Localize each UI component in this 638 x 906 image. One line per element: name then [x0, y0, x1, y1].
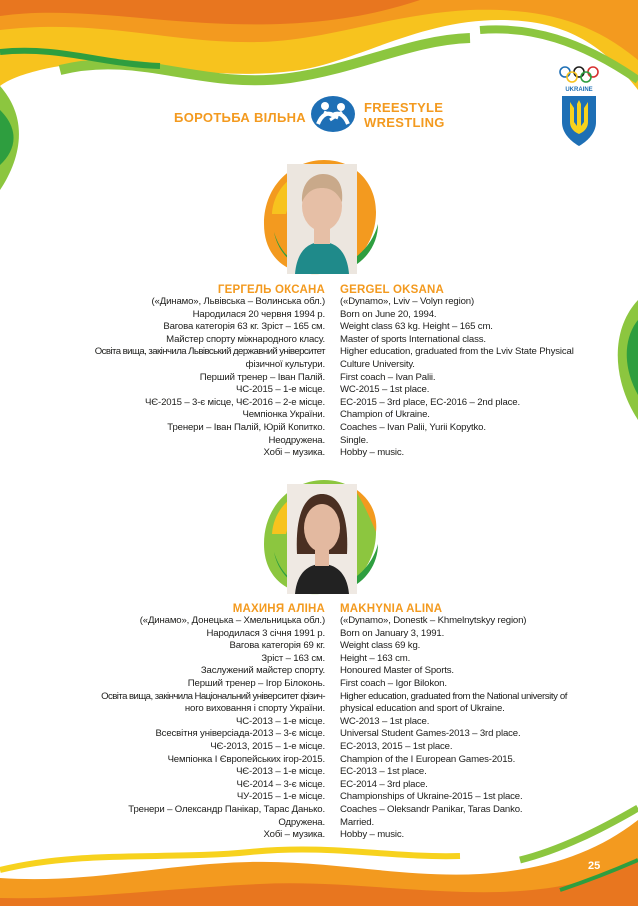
bio-line: ЧЄ-2015 – 3-є місце, ЧЄ-2016 – 2-е місце. — [145, 396, 325, 408]
sport-title-en — [364, 100, 445, 130]
athlete-photo — [287, 164, 357, 274]
athlete-photo — [287, 484, 357, 594]
bio-line: Hobby – music. — [340, 447, 405, 459]
bio-line: Universal Student Games-2013 – 3rd place. — [340, 728, 521, 740]
bio-line: Championships of Ukraine-2015 – 1st place. — [340, 791, 523, 803]
bio-line: Married. — [340, 816, 374, 828]
bio-line: Weight class 69 kg. — [340, 640, 421, 652]
sport-title-ua: БОРОТЬБА ВІЛЬНА — [174, 110, 306, 125]
bio-line: Higher education, graduated from the National university of — [340, 690, 568, 702]
bio-line: Одружена. — [278, 816, 325, 828]
bio-line: Coaches – Ivan Palii, Yurii Kopytko. — [340, 421, 486, 433]
bio-line: WC-2013 – 1st place. — [340, 715, 430, 727]
bio-line: ЧЄ-2013, 2015 – 1-е місце. — [210, 740, 325, 752]
bio-line: ЧС-2013 – 1-е місце. — [236, 715, 325, 727]
bio-line: Народилася 20 червня 1994 р. — [192, 308, 325, 320]
bio-line: Coaches – Oleksandr Panikar, Taras Danko. — [340, 803, 523, 815]
bio-line: Хобі – музика. — [263, 447, 325, 459]
bio-line: WC-2015 – 1st place. — [340, 384, 430, 396]
bio-line: EC-2013 – 1st place. — [340, 766, 427, 778]
bio-line: («Dynamo», Donestk – Khmelnytskyy region) — [340, 615, 527, 626]
bio-line: ного виховання і спорту України. — [184, 703, 325, 715]
bio-line: фізичної культури. — [245, 358, 325, 370]
bio-line: First coach – Ivan Palii. — [340, 371, 436, 383]
athlete-bio-ua — [65, 615, 325, 842]
athlete-name-en: GERGEL OKSANA — [340, 284, 444, 296]
bio-line: Неодружена. — [268, 434, 325, 446]
bio-line: EC-2013, 2015 – 1st place. — [340, 740, 453, 752]
athlete-photo-frame — [254, 474, 384, 604]
bio-line: Height – 163 cm. — [340, 652, 411, 664]
bio-line: Перший тренер – Ігор Білоконь. — [187, 677, 325, 689]
bio-line: Culture University. — [340, 358, 415, 370]
sport-title-en-line2: WRESTLING — [364, 115, 445, 130]
bio-line: Заслужений майстер спорту. — [200, 665, 325, 677]
athlete-photo-frame — [254, 154, 384, 284]
bio-line: Born on January 3, 1991. — [340, 627, 445, 639]
bio-line: Майстер спорту міжнародного класу. — [166, 333, 325, 345]
bio-line: Вагова категорія 69 кг. — [229, 640, 325, 652]
bio-line: Single. — [340, 434, 369, 446]
bio-line: physical education and sport of Ukraine. — [340, 703, 505, 715]
bio-line: Освіта вища, закінчила Національний університет фізич- — [101, 690, 325, 702]
bio-line: ЧУ-2015 – 1-е місце. — [236, 791, 325, 803]
athlete-name-en: MAKHYNIA ALINA — [340, 603, 443, 615]
bio-line: («Динамо», Львівська – Волинська обл.) — [151, 296, 325, 307]
bio-line: Перший тренер – Іван Палій. — [199, 371, 325, 383]
bio-line: First coach – Igor Bilokon. — [340, 677, 447, 689]
wrestling-pictogram-icon — [310, 94, 356, 134]
athlete-bio-en — [340, 615, 602, 842]
bio-line: Higher education, graduated from the Lviv State Physical — [340, 346, 574, 358]
bio-line: Хобі – музика. — [263, 829, 325, 841]
bio-line: Освіта вища, закінчила Львівський державний університет — [94, 346, 325, 358]
bio-line: Born on June 20, 1994. — [340, 308, 437, 320]
athlete-name-ua: МАХИНЯ АЛІНА — [232, 603, 325, 615]
bio-line: Всесвітня універсіада-2013 – 3-є місце. — [155, 728, 325, 740]
bio-line: Weight class 63 kg. Height – 165 cm. — [340, 321, 493, 333]
bio-line: ЧЄ-2013 – 1-е місце. — [236, 766, 325, 778]
athlete-bio-en — [340, 296, 602, 460]
bio-line: EC-2014 – 3rd place. — [340, 778, 428, 790]
bio-line: Чемпіонка І Європейських ігор-2015. — [167, 753, 325, 765]
bio-line: Honoured Master of Sports. — [340, 665, 454, 677]
bio-line: Champion of Ukraine. — [340, 409, 430, 421]
bio-line: Тренери – Іван Палій, Юрій Копитко. — [167, 421, 325, 433]
bio-line: EC-2015 – 3rd place, EC-2016 – 2nd place. — [340, 396, 520, 408]
bio-line: Вагова категорія 63 кг. Зріст – 165 см. — [163, 321, 325, 333]
bio-line: Тренери – Олександр Панікар, Тарас Данько. — [128, 803, 325, 815]
athlete-bio-ua — [65, 296, 325, 460]
bio-line: Master of sports International class. — [340, 333, 486, 345]
olympic-rings-trident-icon — [556, 64, 602, 148]
bio-line: («Динамо», Донецька – Хмельницька обл.) — [139, 615, 325, 626]
logo-country-text: UKRAINE — [565, 87, 593, 93]
bio-line: («Dynamo», Lviv – Volyn region) — [340, 296, 474, 307]
bio-line: Hobby – music. — [340, 829, 405, 841]
sport-title-en-line1: FREESTYLE — [364, 100, 444, 115]
page-number: 25 — [588, 860, 601, 872]
bio-line: ЧС-2015 – 1-е місце. — [236, 384, 325, 396]
bio-line: Чемпіонка України. — [242, 409, 325, 421]
bio-line: Champion of the I European Games-2015. — [340, 753, 516, 765]
athlete-name-ua: ГЕРГЕЛЬ ОКСАНА — [217, 284, 325, 296]
bio-line: Зріст – 163 см. — [261, 652, 325, 664]
bio-line: Народилася 3 січня 1991 р. — [206, 627, 325, 639]
bio-line: ЧЄ-2014 – 3-є місце. — [236, 778, 325, 790]
